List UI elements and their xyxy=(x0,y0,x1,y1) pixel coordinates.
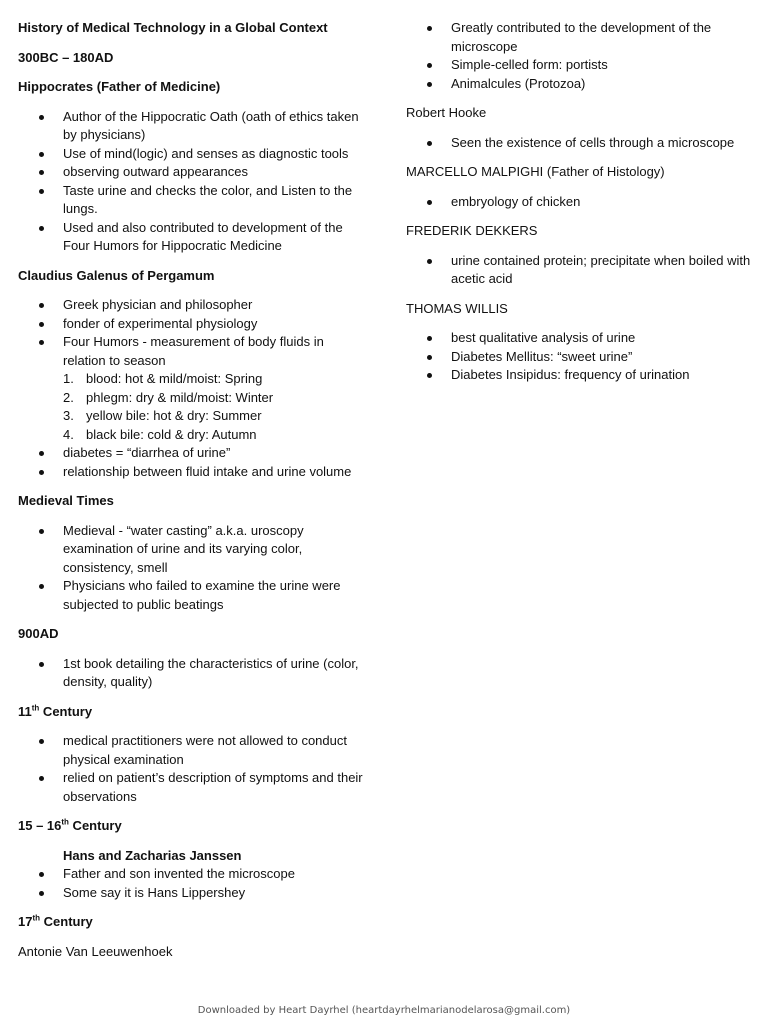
right-column xyxy=(406,19,751,396)
list-item: Simple-celled form: portists xyxy=(406,56,751,75)
bullet-icon xyxy=(427,141,432,146)
bullet-icon xyxy=(427,63,432,68)
leeuwenhoek-name: Antonie Van Leeuwenhoek xyxy=(18,943,173,959)
list-item: Greek physician and philosopher xyxy=(18,296,363,315)
bullet-icon xyxy=(39,322,44,327)
list-item: Animalcules (Protozoa) xyxy=(406,75,751,94)
willis-list xyxy=(406,329,751,385)
list-item: observing outward appearances xyxy=(18,163,363,182)
galenus-list xyxy=(18,296,363,481)
dekkers-name: FREDERIK DEKKERS xyxy=(406,223,538,238)
list-item: diabetes = “diarrhea of urine” xyxy=(18,444,363,463)
list-item: Some say it is Hans Lippershey xyxy=(18,884,363,903)
galenus-heading: Claudius Galenus of Pergamum xyxy=(18,267,215,283)
bullet-icon xyxy=(39,891,44,896)
list-item: medical practitioners were not allowed to conduct physical examination xyxy=(18,732,363,769)
four-humors-list xyxy=(63,370,363,444)
bullet-icon xyxy=(39,115,44,120)
bullet-icon xyxy=(39,470,44,475)
bullet-icon xyxy=(39,226,44,231)
list-item: Use of mind(logic) and senses as diagnostic tools xyxy=(18,145,363,164)
bullet-icon xyxy=(427,355,432,360)
bullet-icon xyxy=(39,451,44,456)
list-item: 1. blood: hot & mild/moist: Spring xyxy=(63,371,263,386)
bullet-icon xyxy=(427,26,432,31)
malpighi-name: MARCELLO MALPIGHI (Father of Histology) xyxy=(406,164,665,179)
hippocrates-list xyxy=(18,108,363,256)
bullet-icon xyxy=(427,259,432,264)
list-item: Physicians who failed to examine the urine were subjected to public beatings xyxy=(18,577,363,614)
list-item: Used and also contributed to development of the Four Humors for Hippocratic Medicine xyxy=(18,219,363,256)
bullet-icon xyxy=(39,152,44,157)
list-item: urine contained protein; precipitate when boiled with acetic acid xyxy=(406,252,751,289)
download-footer: Downloaded by Heart Dayrhel (heartdayrhelmarianodelarosa@gmail.com) xyxy=(197,1005,571,1016)
era-heading-300bc: 300BC – 180AD xyxy=(18,49,114,65)
bullet-icon xyxy=(427,82,432,87)
list-item: relied on patient’s description of symptoms and their observations xyxy=(18,769,363,806)
janssen-list xyxy=(18,865,363,902)
bullet-icon xyxy=(39,584,44,589)
century-15-16-heading: 15 – 16th Century xyxy=(18,817,122,833)
list-item: 3. yellow bile: hot & dry: Summer xyxy=(63,408,262,423)
dekkers-list xyxy=(406,252,751,289)
list-item: 4. black bile: cold & dry: Autumn xyxy=(63,426,257,442)
bullet-icon xyxy=(39,872,44,877)
list-item: best qualitative analysis of urine xyxy=(406,329,751,348)
bullet-icon xyxy=(39,303,44,308)
list-item: fonder of experimental physiology xyxy=(18,315,363,334)
malpighi-list xyxy=(406,193,751,212)
medieval-list xyxy=(18,522,363,615)
hooke-name: Robert Hooke xyxy=(406,105,487,120)
list-item: Medieval - “water casting” a.k.a. uroscopy examination of urine and its varying color, consistency, smell xyxy=(18,522,363,578)
medieval-heading: Medieval Times xyxy=(18,493,114,508)
list-item: Father and son invented the microscope xyxy=(18,865,363,884)
century-11-heading: 11th Century xyxy=(18,703,93,719)
list-item: Greatly contributed to the development of the microscope xyxy=(406,19,751,56)
list-item: relationship between fluid intake and urine volume xyxy=(18,463,363,482)
bullet-icon xyxy=(39,662,44,667)
bullet-icon xyxy=(39,739,44,744)
century-17-heading: 17th Century xyxy=(18,913,93,929)
list-item: embryology of chicken xyxy=(406,193,751,212)
list-item: 1st book detailing the characteristics of urine (color, density, quality) xyxy=(18,655,363,692)
ad900-list xyxy=(18,655,363,692)
era-heading-900ad: 900AD xyxy=(18,626,59,641)
hippocrates-heading: Hippocrates (Father of Medicine) xyxy=(18,79,221,94)
bullet-icon xyxy=(39,189,44,194)
list-item: Diabetes Mellitus: “sweet urine” xyxy=(406,348,751,367)
bullet-icon xyxy=(39,170,44,175)
list-item: Seen the existence of cells through a microscope xyxy=(406,134,751,153)
list-item: Diabetes Insipidus: frequency of urination xyxy=(406,366,751,385)
leeuwenhoek-list xyxy=(406,19,751,93)
list-item: 2. phlegm: dry & mild/moist: Winter xyxy=(63,389,274,405)
willis-name: THOMAS WILLIS xyxy=(406,300,508,316)
bullet-icon xyxy=(427,373,432,378)
bullet-icon xyxy=(39,529,44,534)
bullet-icon xyxy=(39,340,44,345)
bullet-icon xyxy=(39,776,44,781)
century-11-list xyxy=(18,732,363,806)
janssen-subheading: Hans and Zacharias Janssen xyxy=(63,847,242,863)
list-item: Four Humors - measurement of body fluids in relation to season 1. blood: hot & mild/moist: Spring 2. phlegm: dry & mild/moist: Winter 3. yellow bile: hot & dry: Summer 4. black bile: cold & dry: Autumn xyxy=(18,333,363,444)
document-title: History of Medical Technology in a Global Context xyxy=(18,20,328,35)
list-item: Author of the Hippocratic Oath (oath of ethics taken by physicians) xyxy=(18,108,363,145)
bullet-icon xyxy=(427,336,432,341)
bullet-icon xyxy=(427,200,432,205)
hooke-list xyxy=(406,134,751,153)
left-column xyxy=(18,19,363,972)
list-item: Taste urine and checks the color, and Listen to the lungs. xyxy=(18,182,363,219)
